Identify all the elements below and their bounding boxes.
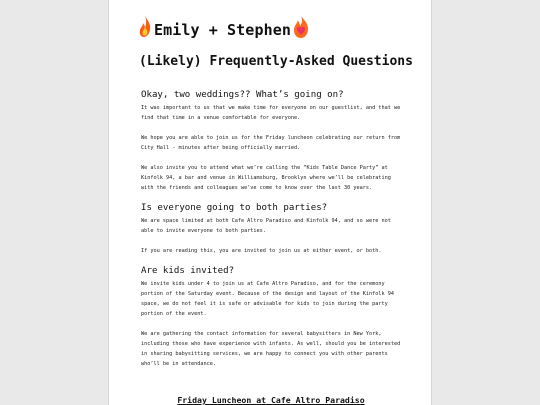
friday-luncheon-link[interactable]: Friday Luncheon at Cafe Altro Paradiso	[177, 395, 365, 405]
faq-paragraph: We hope you are able to join us for the Friday luncheon celebrating our return from City Hall - minutes after being officially married.	[141, 135, 401, 151]
faq-paragraph: It was important to us that we make time for everyone on our guestlist, and that we find that time in a venue comfortable for everyone.	[141, 105, 401, 121]
faq-paragraph: We are space limited at both Cafe Altro Paradiso and Kinfolk 94, and so were not able to invite everyone to both parties.	[141, 218, 391, 234]
faq-paragraph: We also invite you to attend what we’re calling the “Kids Table Dance Party” at Kinfolk 94, a bar and venue in Williamsburg, Brooklyn where we’ll be celebrating with the friends and colleagues we’ve come to know over the last 30 years.	[141, 165, 391, 191]
faq-paragraph: We invite kids under 4 to join us at Cafe Altro Paradiso, and for the ceremony portion of the Saturday event. Because of the design and layout of the Kinfolk 94 space, we do not feel it is safe or advisable for kids to join during the party portion of the event.	[141, 281, 394, 317]
flame-icon	[139, 15, 153, 39]
site-title[interactable]: Emily + Stephen	[154, 21, 291, 39]
faq-paragraph: We are gathering the contact information for several babysitters in New York, including those who have experience with infants. As well, should you be interested in sharing babysitting services, we are happy to connect you with other parents who’ll be in attendance.	[141, 331, 401, 367]
faq-heading-kids: Are kids invited?	[141, 266, 235, 276]
faq-heading-two-weddings: Okay, two weddings?? What’s going on?	[141, 90, 344, 100]
page-container	[108, 0, 432, 405]
faq-paragraph: If you are reading this, you are invited to join us at either event, or both.	[141, 248, 382, 254]
faq-content	[141, 90, 403, 379]
flame-heart-icon	[292, 15, 310, 39]
site-header	[139, 8, 310, 46]
faq-heading-both-parties: Is everyone going to both parties?	[141, 203, 328, 213]
page-title: (Likely) Frequently-Asked Questions	[139, 54, 413, 69]
